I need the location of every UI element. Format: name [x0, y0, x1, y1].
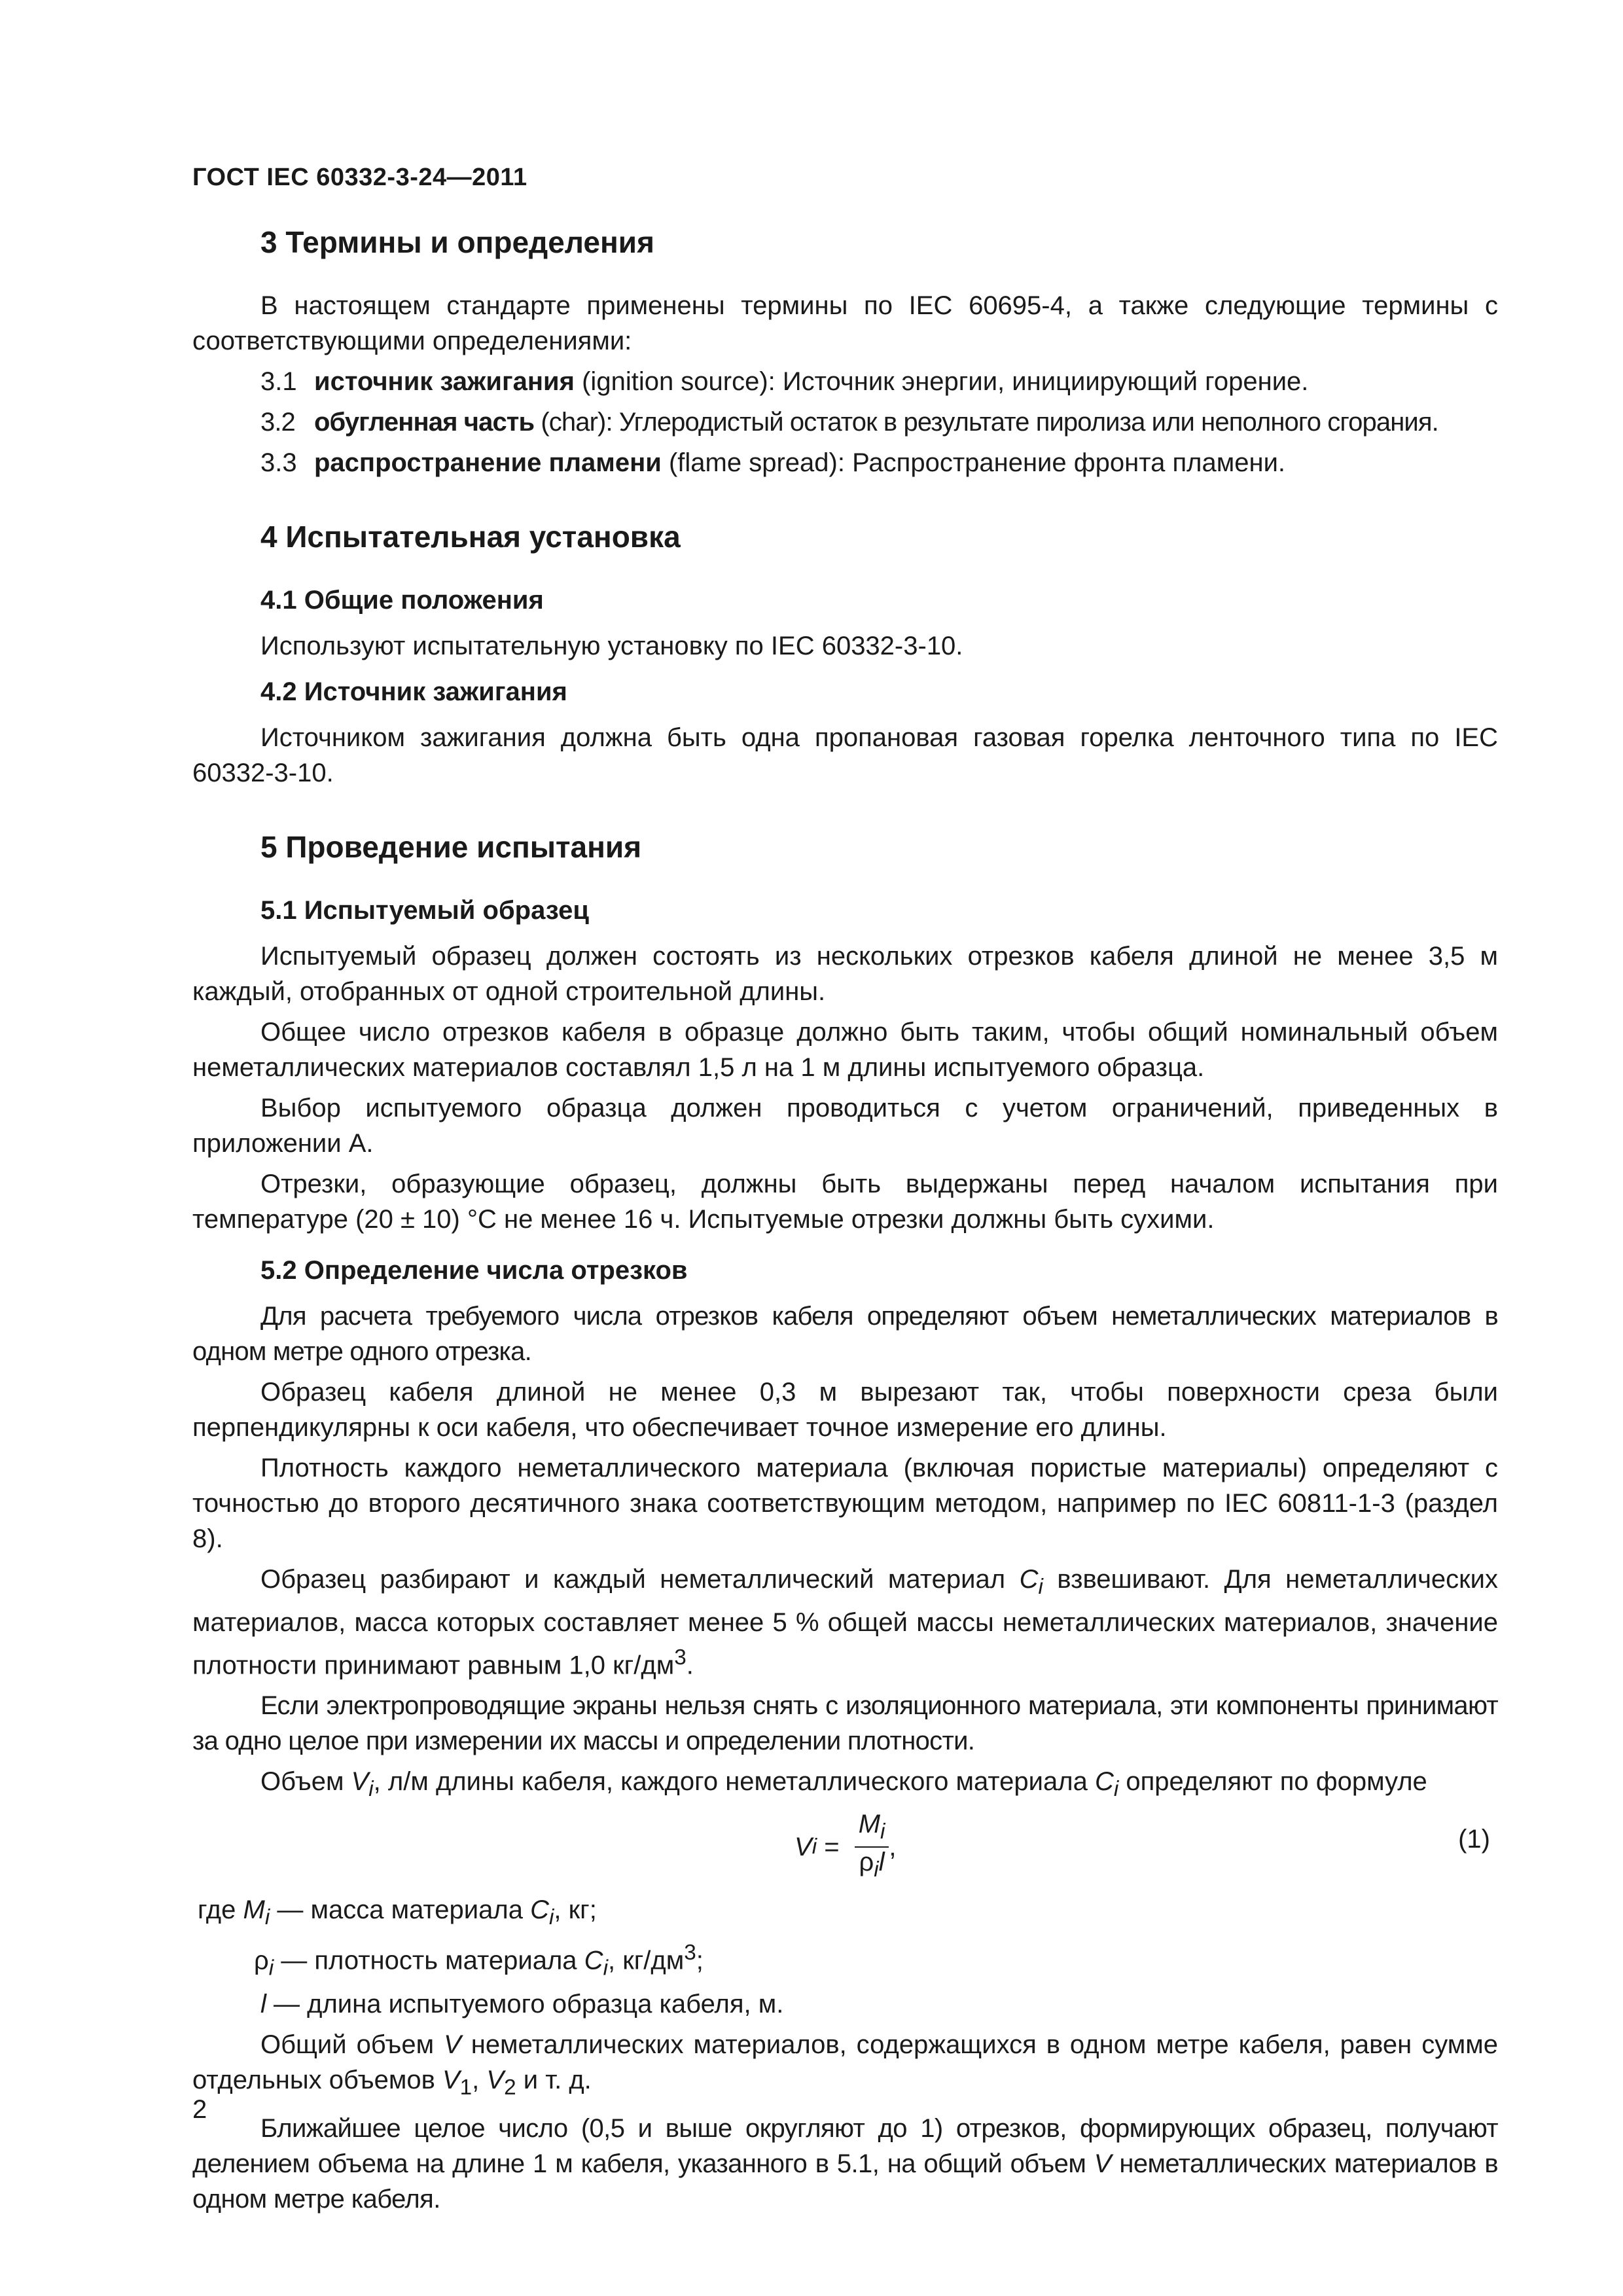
- text-run: — длина испытуемого образца кабеля, м.: [266, 1989, 784, 2018]
- text-run: Ближайшее целое число (0,5 и выше округляют до 1) отрезков, формирующих образец, получают делением объема на длине 1 м кабеля, указанного в 5.1, на общий объем: [192, 2113, 1498, 2178]
- symbol-v: V: [794, 1833, 812, 1862]
- text-run: взвешивают. Для неметаллических материалов, масса которых составляет менее 5 % общей массы неметаллических материалов, значение плотности принимают равным 1,0 кг/дм: [192, 1565, 1499, 1680]
- symbol-rho: ρ: [254, 1946, 269, 1975]
- superscript-3: 3: [674, 1645, 687, 1670]
- text-run: неметаллических материалов в одном метре кабеля.: [192, 2149, 1499, 2214]
- symbol-v: V: [442, 2065, 460, 2094]
- symbol-c: C: [1019, 1565, 1039, 1594]
- subscript-i: i: [812, 1835, 817, 1859]
- paragraph: Выбор испытуемого образца должен проводиться с учетом ограничений, приведенных в приложении А.: [192, 1094, 1498, 1158]
- text-run: неметаллических материалов, содержащихся в одном метре кабеля, равен сумме отдельных объемов: [192, 2030, 1499, 2094]
- subscript-i: i: [874, 1857, 879, 1882]
- section-3-heading: 3 Термины и определения: [260, 225, 654, 259]
- text-run: Общий объем: [260, 2030, 444, 2059]
- formula-block: [192, 1810, 1498, 1882]
- text-run: — плотность материала: [274, 1946, 584, 1975]
- subscript-i: i: [880, 1820, 885, 1844]
- symbol-m: M: [243, 1895, 265, 1925]
- where-line-rho: [192, 1935, 1498, 1986]
- term-name: обугленная часть: [314, 408, 535, 437]
- symbol-c: C: [584, 1946, 603, 1975]
- subscript-i: i: [548, 1905, 554, 1930]
- term-definition: (ignition source): Источник энергии, инициирующий горение.: [575, 367, 1309, 396]
- text-run: , л/м длины кабеля, каждого неметаллического материала: [373, 1767, 1095, 1797]
- running-header: ГОСТ IEC 60332-3-24—2011: [192, 164, 527, 191]
- term-name: распространение пламени: [314, 448, 662, 477]
- text-run: определяют по формуле: [1118, 1767, 1427, 1797]
- term-name: источник зажигания: [314, 367, 575, 396]
- text-run: Объем: [260, 1767, 351, 1797]
- where-line-l: [192, 1986, 1498, 2022]
- subscript-i: i: [1038, 1575, 1043, 1599]
- symbol-v: V: [486, 2065, 505, 2094]
- paragraph: Если электропроводящие экраны нельзя снять с изоляционного материала, эти компоненты принимают за одно целое при измерении их массы и определении плотности.: [192, 1691, 1498, 1756]
- symbol-v: V: [444, 2030, 461, 2059]
- paragraph: [192, 1764, 1498, 1807]
- subscript-i: i: [603, 1956, 608, 1981]
- fraction: [855, 1810, 889, 1884]
- symbol-l: l: [260, 1989, 266, 2018]
- page-number: 2: [192, 2095, 207, 2124]
- formula-number: (1): [1458, 1825, 1490, 1854]
- fraction-numerator: [855, 1810, 889, 1848]
- term-definition: (char): Углеродистый остаток в результате пиролиза или неполного сгорания.: [534, 408, 1438, 437]
- formula-comma: ,: [889, 1833, 897, 1862]
- paragraph: Испытуемый образец должен состоять из нескольких отрезков кабеля длиной не менее 3,5 м каждый, отобранных от одной строительной длины.: [192, 942, 1498, 1006]
- text-run: и т. д.: [516, 2065, 592, 2094]
- text-run: , кг/дм: [607, 1946, 685, 1975]
- subscript-i: i: [1113, 1777, 1119, 1802]
- text-run: — масса материала: [270, 1895, 531, 1925]
- paragraph: [192, 1562, 1498, 1683]
- section-4-heading: 4 Испытательная установка: [260, 520, 681, 554]
- subsection-5-2-heading: 5.2 Определение числа отрезков: [260, 1256, 688, 1285]
- symbol-c: C: [530, 1895, 549, 1925]
- formula-volume: [794, 1810, 897, 1884]
- text-run: .: [686, 1651, 694, 1680]
- paragraph: [192, 2027, 1498, 2106]
- paragraph: [192, 2111, 1498, 2217]
- text-run: Образец разбирают и каждый неметаллический материал: [260, 1565, 1020, 1594]
- superscript-3: 3: [684, 1941, 696, 1965]
- text-run: , кг;: [554, 1895, 597, 1925]
- subscript-2: 2: [504, 2075, 516, 2100]
- subsection-4-1-text: Используют испытательную установку по IEC 60332-3-10.: [260, 632, 963, 660]
- text-run: ;: [696, 1946, 704, 1975]
- term-number: 3.1: [260, 367, 297, 396]
- paragraph: Для расчета требуемого числа отрезков кабеля определяют объем неметаллических материалов в одном метре одного отрезка.: [192, 1302, 1498, 1366]
- subscript-i: i: [264, 1905, 270, 1930]
- paragraph: Плотность каждого неметаллического материала (включая пористые материалы) определяют с точностью до второго десятичного знака соответствующим методом, например по IEC 60811-1-3 (раздел 8).: [192, 1454, 1498, 1553]
- term-number: 3.3: [260, 448, 297, 477]
- subsection-4-2-heading: 4.2 Источник зажигания: [260, 677, 567, 706]
- text-run: где: [198, 1895, 243, 1925]
- term-3-1: [192, 364, 1498, 399]
- subsection-5-1-heading: 5.1 Испытуемый образец: [260, 896, 590, 925]
- term-3-3: [192, 445, 1498, 480]
- symbol-m: M: [858, 1810, 881, 1839]
- symbol-v: V: [1094, 2149, 1111, 2178]
- paragraph: Отрезки, образующие образец, должны быть выдержаны перед началом испытания при температуре (20 ± 10) °C не менее 16 ч. Испытуемые отрезки должны быть сухими.: [192, 1170, 1498, 1234]
- symbol-v: V: [351, 1767, 369, 1797]
- term-number: 3.2: [260, 408, 295, 437]
- subscript-1: 1: [459, 2075, 473, 2100]
- subsection-4-1-heading: 4.1 Общие положения: [260, 586, 544, 615]
- symbol-c: C: [1094, 1767, 1114, 1797]
- subscript-i: i: [368, 1777, 374, 1802]
- where-line-m: [192, 1892, 1498, 1935]
- fraction-denominator: [855, 1848, 889, 1884]
- subscript-i: i: [268, 1956, 274, 1981]
- page-content: [192, 223, 1498, 2217]
- section-3-intro: В настоящем стандарте применены термины по IEC 60695-4, а также следующие термины с соответствующими определениями:: [192, 291, 1498, 355]
- paragraph: Образец кабеля длиной не менее 0,3 м вырезают так, чтобы поверхности среза были перпендикулярны к оси кабеля, что обеспечивает точное измерение его длины.: [192, 1378, 1498, 1442]
- symbol-l: l: [878, 1848, 885, 1877]
- symbol-rho: ρ: [859, 1848, 874, 1877]
- paragraph: Общее число отрезков кабеля в образце должно быть таким, чтобы общий номинальный объем неметаллических материалов составлял 1,5 л на 1 м длины испытуемого образца.: [192, 1018, 1498, 1082]
- equals-sign: =: [817, 1833, 847, 1862]
- text-run: ,: [472, 2065, 487, 2094]
- term-3-2: [192, 404, 1498, 440]
- term-definition: (flame spread): Распространение фронта пламени.: [661, 448, 1286, 477]
- subsection-4-2-text: Источником зажигания должна быть одна пропановая газовая горелка ленточного типа по IEC 60332-3-10.: [192, 723, 1498, 787]
- section-5-heading: 5 Проведение испытания: [260, 830, 642, 864]
